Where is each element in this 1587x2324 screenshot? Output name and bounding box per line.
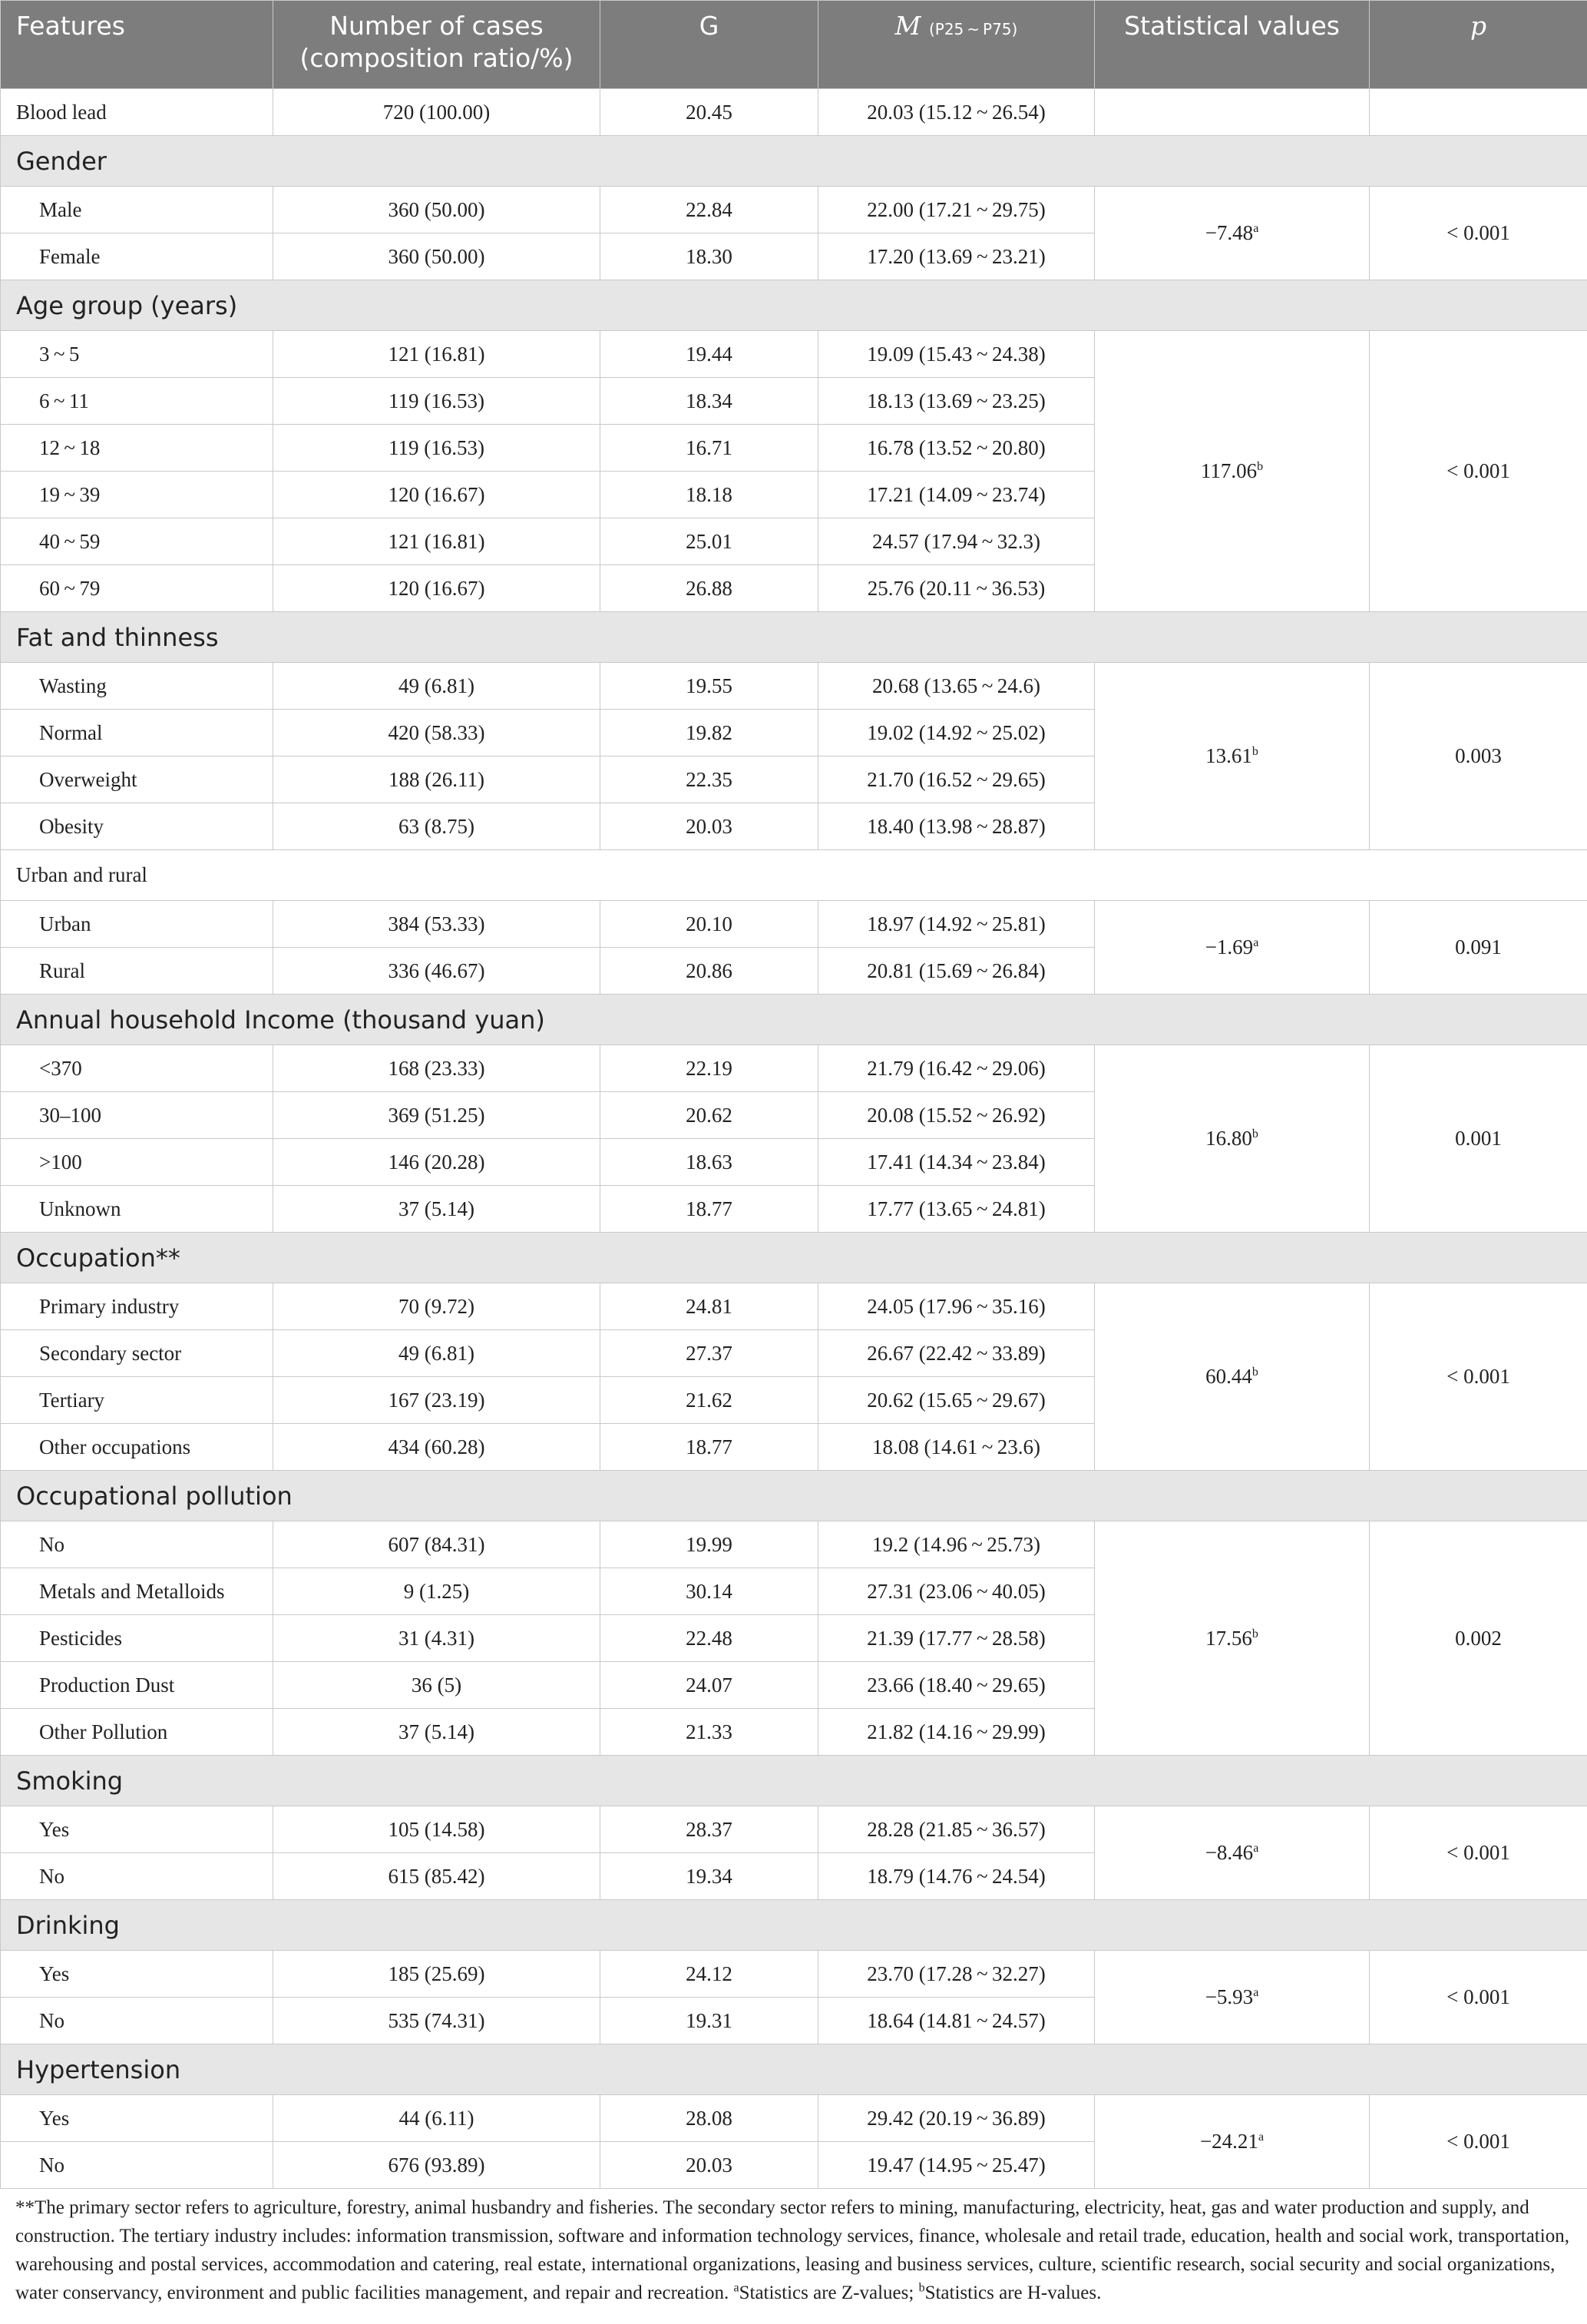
cell-p: < 0.001 (1370, 1951, 1587, 2044)
row-label: No (1, 1998, 273, 2044)
cell-p: < 0.001 (1370, 1806, 1587, 1900)
stat-superscript: a (1253, 936, 1259, 949)
row-label: 30–100 (1, 1092, 273, 1139)
cell-cases: 63 (8.75) (273, 803, 600, 850)
cell-p: 0.001 (1370, 1045, 1587, 1233)
cell-stat (1095, 663, 1370, 850)
row-label: Obesity (1, 803, 273, 850)
cell-cases: 120 (16.67) (273, 565, 600, 612)
table-row (1, 663, 1587, 710)
row-label: Wasting (1, 663, 273, 710)
cell-stat (1095, 2095, 1370, 2189)
group-header-row (1, 2044, 1587, 2095)
group-title: Age group (years) (1, 280, 1587, 331)
cell-g: 30.14 (600, 1568, 818, 1615)
stat-superscript: b (1251, 1127, 1258, 1140)
cell-median: 21.39 (17.77 ~ 28.58) (818, 1615, 1095, 1662)
row-label: Production Dust (1, 1662, 273, 1709)
row-label: Secondary sector (1, 1330, 273, 1377)
stat-value: −8.46 (1205, 1841, 1254, 1864)
cell-median: 29.42 (20.19 ~ 36.89) (818, 2095, 1095, 2142)
col-header-statistical-values: Statistical values (1095, 1, 1370, 89)
col-header-features: Features (1, 1, 273, 89)
row-label: No (1, 1521, 273, 1568)
footnote-note-b: Statistics are H-values. (924, 2283, 1102, 2303)
footnote-sup-b: b (918, 2281, 925, 2295)
group-title: Fat and thinness (1, 612, 1587, 663)
row-label: 40 ~ 59 (1, 518, 273, 565)
cell-p: < 0.001 (1370, 2095, 1587, 2189)
row-label: Male (1, 187, 273, 233)
cell-g: 18.18 (600, 472, 818, 518)
cell-g: 20.03 (600, 803, 818, 850)
cell-g: 20.86 (600, 948, 818, 995)
cell-median: 23.70 (17.28 ~ 32.27) (818, 1951, 1095, 1998)
group-title: Occupation** (1, 1233, 1587, 1283)
group-header-row (1, 995, 1587, 1045)
cell-cases: 369 (51.25) (273, 1092, 600, 1139)
row-label: 60 ~ 79 (1, 565, 273, 612)
row-label: Other Pollution (1, 1709, 273, 1756)
stat-superscript: b (1251, 1627, 1258, 1640)
cell-median: 19.02 (14.92 ~ 25.02) (818, 710, 1095, 756)
row-label: 6 ~ 11 (1, 378, 273, 425)
cell-cases: 70 (9.72) (273, 1283, 600, 1330)
cell-median: 26.67 (22.42 ~ 33.89) (818, 1330, 1095, 1377)
cell-stat (1095, 1521, 1370, 1756)
table-row (1, 1951, 1587, 1998)
table-row (1, 1806, 1587, 1853)
row-label: Other occupations (1, 1424, 273, 1471)
cell-stat (1095, 1806, 1370, 1900)
cell-stat (1095, 901, 1370, 995)
cell-median: 20.81 (15.69 ~ 26.84) (818, 948, 1095, 995)
cell-cases: 36 (5) (273, 1662, 600, 1709)
footnote-text: **The primary sector refers to agriculture, forestry, animal husbandry and fisheries. The secondary sector refers to mining, manufacturing, electricity, heat, gas and water production and supply, and construction. The tertiary industry includes: information transmission, software and information technology services, finance, wholesale and retail trade, education, health and social work, transportation, warehousing and postal services, accommodation and catering, real estate, international organizations, leasing and business services, culture, scientific research, social security and social organizations, water conservancy, environment and public facilities management, and repair and recreation. (15, 2197, 1569, 2303)
group-header-row (1, 280, 1587, 331)
cell-g: 18.77 (600, 1186, 818, 1233)
cell-g: 22.84 (600, 187, 818, 233)
row-label: Normal (1, 710, 273, 756)
cell-g: 18.77 (600, 1424, 818, 1471)
cell-median: 23.66 (18.40 ~ 29.65) (818, 1662, 1095, 1709)
cell-median: 24.57 (17.94 ~ 32.3) (818, 518, 1095, 565)
cell-stat (1095, 1045, 1370, 1233)
cell-cases: 607 (84.31) (273, 1521, 600, 1568)
group-title: Occupational pollution (1, 1471, 1587, 1521)
cell-p: 0.003 (1370, 663, 1587, 850)
cell-g: 22.19 (600, 1045, 818, 1092)
cell-median: 17.20 (13.69 ~ 23.21) (818, 233, 1095, 280)
cell-stat (1095, 1283, 1370, 1471)
cell-g: 24.07 (600, 1662, 818, 1709)
footnote-sup-a: a (733, 2281, 739, 2295)
table-row (1, 1521, 1587, 1568)
group-title: Hypertension (1, 2044, 1587, 2095)
footnote-note-a: Statistics are Z-values; (739, 2283, 919, 2303)
table-row (1, 187, 1587, 233)
cell-g: 21.62 (600, 1377, 818, 1424)
cell-median: 27.31 (23.06 ~ 40.05) (818, 1568, 1095, 1615)
cell-cases: 105 (14.58) (273, 1806, 600, 1853)
cell-median: 21.70 (16.52 ~ 29.65) (818, 756, 1095, 803)
stat-value: −24.21 (1199, 2130, 1258, 2153)
cell-stat (1095, 331, 1370, 612)
cell-g: 19.55 (600, 663, 818, 710)
cell-cases: 336 (46.67) (273, 948, 600, 995)
cell-g: 19.31 (600, 1998, 818, 2044)
row-label: <370 (1, 1045, 273, 1092)
cell-g: 28.08 (600, 2095, 818, 2142)
cell-cases: 720 (100.00) (273, 89, 600, 136)
group-header-row (1, 850, 1587, 901)
cell-p: < 0.001 (1370, 187, 1587, 280)
table-row-blood-lead (1, 89, 1587, 136)
group-title: Urban and rural (1, 850, 1587, 901)
col-header-p: p (1370, 1, 1587, 89)
group-title: Annual household Income (thousand yuan) (1, 995, 1587, 1045)
stat-value: 13.61 (1205, 744, 1252, 767)
table-header-row (1, 1, 1587, 89)
cell-p: 0.091 (1370, 901, 1587, 995)
cell-cases: 384 (53.33) (273, 901, 600, 948)
stat-value: 17.56 (1205, 1626, 1252, 1650)
cell-g: 22.48 (600, 1615, 818, 1662)
cell-median: 18.64 (14.81 ~ 24.57) (818, 1998, 1095, 2044)
cell-g: 22.35 (600, 756, 818, 803)
table-row (1, 1045, 1587, 1092)
cell-g: 21.33 (600, 1709, 818, 1756)
cell-cases: 185 (25.69) (273, 1951, 600, 1998)
stat-superscript: b (1251, 1366, 1258, 1379)
cell-cases: 37 (5.14) (273, 1709, 600, 1756)
group-header-row (1, 1471, 1587, 1521)
stat-superscript: a (1253, 1986, 1259, 1999)
cell-cases: 146 (20.28) (273, 1139, 600, 1186)
cell-g: 18.63 (600, 1139, 818, 1186)
stat-superscript: a (1253, 1842, 1259, 1855)
row-label: >100 (1, 1139, 273, 1186)
cell-cases: 360 (50.00) (273, 187, 600, 233)
cell-g: 27.37 (600, 1330, 818, 1377)
row-label: Pesticides (1, 1615, 273, 1662)
stat-value: −1.69 (1205, 935, 1254, 958)
cell-median: 18.40 (13.98 ~ 28.87) (818, 803, 1095, 850)
group-header-row (1, 1900, 1587, 1951)
stat-value: −5.93 (1205, 1985, 1254, 2008)
group-header-row (1, 612, 1587, 663)
cell-median: 21.79 (16.42 ~ 29.06) (818, 1045, 1095, 1092)
col-header-median: M (P25 ~ P75) (818, 1, 1095, 89)
row-label: 3 ~ 5 (1, 331, 273, 378)
cell-cases: 49 (6.81) (273, 1330, 600, 1377)
cell-median: 21.82 (14.16 ~ 29.99) (818, 1709, 1095, 1756)
cell-p: < 0.001 (1370, 331, 1587, 612)
cell-cases: 188 (26.11) (273, 756, 600, 803)
stat-superscript: b (1251, 745, 1258, 758)
col-header-g: G (600, 1, 818, 89)
group-header-row (1, 136, 1587, 187)
cell-cases: 49 (6.81) (273, 663, 600, 710)
cell-median: 19.2 (14.96 ~ 25.73) (818, 1521, 1095, 1568)
row-label: Urban (1, 901, 273, 948)
cell-cases: 420 (58.33) (273, 710, 600, 756)
cell-median: 28.28 (21.85 ~ 36.57) (818, 1806, 1095, 1853)
table-row (1, 2095, 1587, 2142)
col-header-cases: Number of cases (composition ratio/%) (273, 1, 600, 89)
cell-stat (1095, 187, 1370, 280)
cell-p: < 0.001 (1370, 1283, 1587, 1471)
cell-g: 20.03 (600, 2142, 818, 2189)
row-label: Blood lead (1, 89, 273, 136)
stat-superscript: b (1257, 460, 1264, 473)
cell-g: 26.88 (600, 565, 818, 612)
stat-value: 117.06 (1200, 459, 1258, 482)
cell-median: 20.62 (15.65 ~ 29.67) (818, 1377, 1095, 1424)
cell-p (1370, 89, 1587, 136)
cell-g: 19.44 (600, 331, 818, 378)
cell-median: 20.68 (13.65 ~ 24.6) (818, 663, 1095, 710)
cell-g: 24.12 (600, 1951, 818, 1998)
row-label: 12 ~ 18 (1, 425, 273, 472)
cell-g: 18.34 (600, 378, 818, 425)
table-row (1, 901, 1587, 948)
cell-cases: 360 (50.00) (273, 233, 600, 280)
cell-cases: 31 (4.31) (273, 1615, 600, 1662)
cell-median: 18.08 (14.61 ~ 23.6) (818, 1424, 1095, 1471)
cell-cases: 167 (23.19) (273, 1377, 600, 1424)
cell-g: 20.10 (600, 901, 818, 948)
cell-g: 28.37 (600, 1806, 818, 1853)
cell-cases: 9 (1.25) (273, 1568, 600, 1615)
row-label: Yes (1, 1806, 273, 1853)
row-label: Tertiary (1, 1377, 273, 1424)
cell-median: 17.77 (13.65 ~ 24.81) (818, 1186, 1095, 1233)
cell-g: 19.34 (600, 1853, 818, 1900)
group-header-row (1, 1756, 1587, 1806)
cell-cases: 168 (23.33) (273, 1045, 600, 1092)
cell-cases: 37 (5.14) (273, 1186, 600, 1233)
cell-cases: 121 (16.81) (273, 331, 600, 378)
cell-median: 25.76 (20.11 ~ 36.53) (818, 565, 1095, 612)
cell-median: 22.00 (17.21 ~ 29.75) (818, 187, 1095, 233)
stat-value: 60.44 (1205, 1365, 1252, 1388)
row-label: Female (1, 233, 273, 280)
row-label: Primary industry (1, 1283, 273, 1330)
cell-cases: 535 (74.31) (273, 1998, 600, 2044)
cell-g: 18.30 (600, 233, 818, 280)
cell-g: 25.01 (600, 518, 818, 565)
cell-median: 17.21 (14.09 ~ 23.74) (818, 472, 1095, 518)
table-footnote (15, 2193, 1574, 2307)
cell-cases: 121 (16.81) (273, 518, 600, 565)
table-body (1, 89, 1587, 2189)
cell-median: 16.78 (13.52 ~ 20.80) (818, 425, 1095, 472)
row-label: Rural (1, 948, 273, 995)
cell-median: 19.09 (15.43 ~ 24.38) (818, 331, 1095, 378)
row-label: 19 ~ 39 (1, 472, 273, 518)
cell-median: 18.79 (14.76 ~ 24.54) (818, 1853, 1095, 1900)
cell-p: 0.002 (1370, 1521, 1587, 1756)
cell-cases: 434 (60.28) (273, 1424, 600, 1471)
stat-value: −7.48 (1205, 221, 1254, 244)
cell-median: 20.03 (15.12 ~ 26.54) (818, 89, 1095, 136)
cell-median: 19.47 (14.95 ~ 25.47) (818, 2142, 1095, 2189)
cell-g: 19.82 (600, 710, 818, 756)
stat-superscript: a (1258, 2130, 1265, 2144)
cell-g: 16.71 (600, 425, 818, 472)
cell-stat (1095, 89, 1370, 136)
group-title: Smoking (1, 1756, 1587, 1806)
row-label: Overweight (1, 756, 273, 803)
cell-g: 24.81 (600, 1283, 818, 1330)
group-title: Gender (1, 136, 1587, 187)
cell-median: 20.08 (15.52 ~ 26.92) (818, 1092, 1095, 1139)
stat-value: 16.80 (1205, 1127, 1252, 1150)
cell-cases: 676 (93.89) (273, 2142, 600, 2189)
cell-g: 19.99 (600, 1521, 818, 1568)
cell-stat (1095, 1951, 1370, 2044)
cell-median: 18.13 (13.69 ~ 23.25) (818, 378, 1095, 425)
cell-cases: 44 (6.11) (273, 2095, 600, 2142)
cell-median: 18.97 (14.92 ~ 25.81) (818, 901, 1095, 948)
group-header-row (1, 1233, 1587, 1283)
cell-median: 17.41 (14.34 ~ 23.84) (818, 1139, 1095, 1186)
table-row (1, 331, 1587, 378)
cell-g: 20.45 (600, 89, 818, 136)
row-label: Yes (1, 1951, 273, 1998)
table-row (1, 1283, 1587, 1330)
cell-cases: 119 (16.53) (273, 425, 600, 472)
row-label: No (1, 2142, 273, 2189)
row-label: Yes (1, 2095, 273, 2142)
row-label: Metals and Metalloids (1, 1568, 273, 1615)
cell-cases: 119 (16.53) (273, 378, 600, 425)
row-label: No (1, 1853, 273, 1900)
cell-g: 20.62 (600, 1092, 818, 1139)
stat-superscript: a (1253, 222, 1259, 235)
row-label: Unknown (1, 1186, 273, 1233)
cell-cases: 120 (16.67) (273, 472, 600, 518)
group-title: Drinking (1, 1900, 1587, 1951)
cell-cases: 615 (85.42) (273, 1853, 600, 1900)
cell-median: 24.05 (17.96 ~ 35.16) (818, 1283, 1095, 1330)
